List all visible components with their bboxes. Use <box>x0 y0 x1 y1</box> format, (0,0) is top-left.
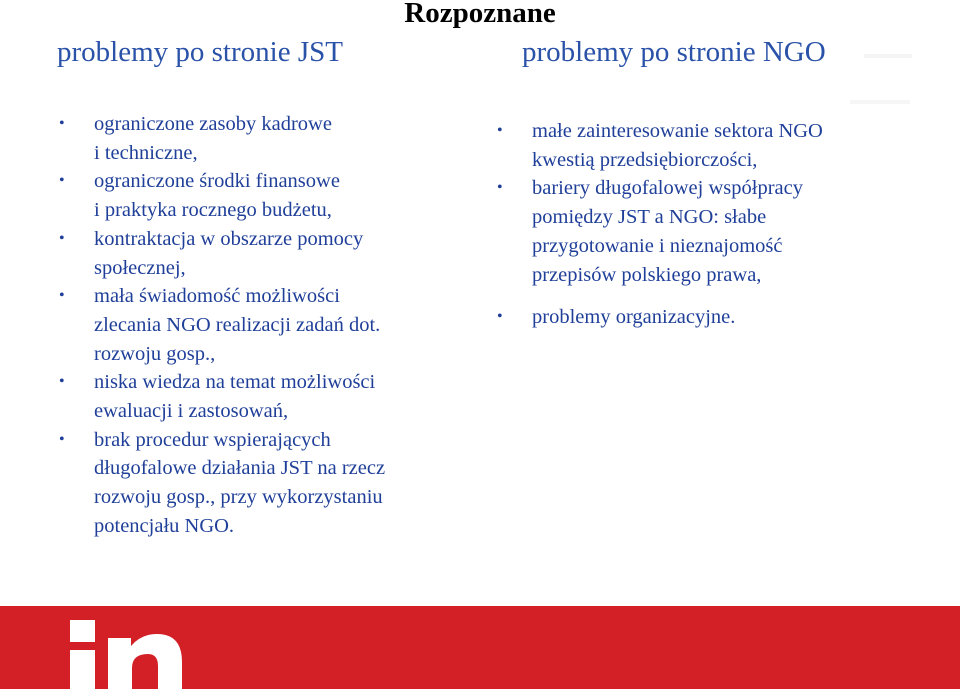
bullet-icon: • <box>59 229 65 247</box>
bullet-icon: • <box>59 430 65 448</box>
list-item-text: problemy organizacyjne. <box>532 306 736 329</box>
bullet-icon: • <box>59 373 65 391</box>
decorative-mark <box>850 100 910 104</box>
ngo-problems-list <box>497 117 897 332</box>
list-item <box>497 117 897 174</box>
list-item <box>59 225 459 282</box>
right-column-heading: problemy po stronie NGO <box>522 36 826 68</box>
list-item-text: małe zainteresowanie sektora NGO kwestią przedsiębiorczości, <box>532 120 823 171</box>
footer-band <box>0 606 960 689</box>
list-item-text: ograniczone środki finansowe i praktyka rocznego budżetu, <box>94 170 340 222</box>
list-item <box>497 174 897 289</box>
bullet-icon: • <box>497 122 503 139</box>
list-item <box>497 303 897 332</box>
bullet-icon: • <box>59 115 65 132</box>
list-item <box>59 282 459 368</box>
in-logo <box>0 606 200 689</box>
jst-problems-list <box>59 110 459 541</box>
list-item-text: ograniczone zasoby kadrowe i techniczne, <box>94 113 332 164</box>
left-column-heading: problemy po stronie JST <box>57 36 343 68</box>
list-item-text: bariery długofalowej współpracy pomiędzy JST a NGO: słabe przygotowanie i nieznajomość przepisów polskiego prawa, <box>532 177 803 286</box>
decorative-mark <box>864 54 912 58</box>
bullet-icon: • <box>497 179 503 197</box>
bullet-icon: • <box>59 287 65 305</box>
list-item <box>59 368 459 425</box>
slide-title: Rozpoznane <box>404 0 556 29</box>
list-item-text: mała świadomość możliwości zlecania NGO realizacji zadań dot. rozwoju gosp., <box>94 285 381 365</box>
list-item <box>59 426 459 541</box>
bullet-icon: • <box>497 308 503 326</box>
list-item <box>59 167 459 224</box>
list-item-text: niska wiedza na temat możliwości ewaluacji i zastosowań, <box>94 371 376 423</box>
list-item <box>59 110 459 167</box>
bullet-icon: • <box>59 172 65 190</box>
list-item-text: brak procedur wspierających długofalowe działania JST na rzecz rozwoju gosp., przy wykorzystaniu potencjału NGO. <box>94 428 386 537</box>
list-item-text: kontraktacja w obszarze pomocy społecznej, <box>94 227 364 279</box>
